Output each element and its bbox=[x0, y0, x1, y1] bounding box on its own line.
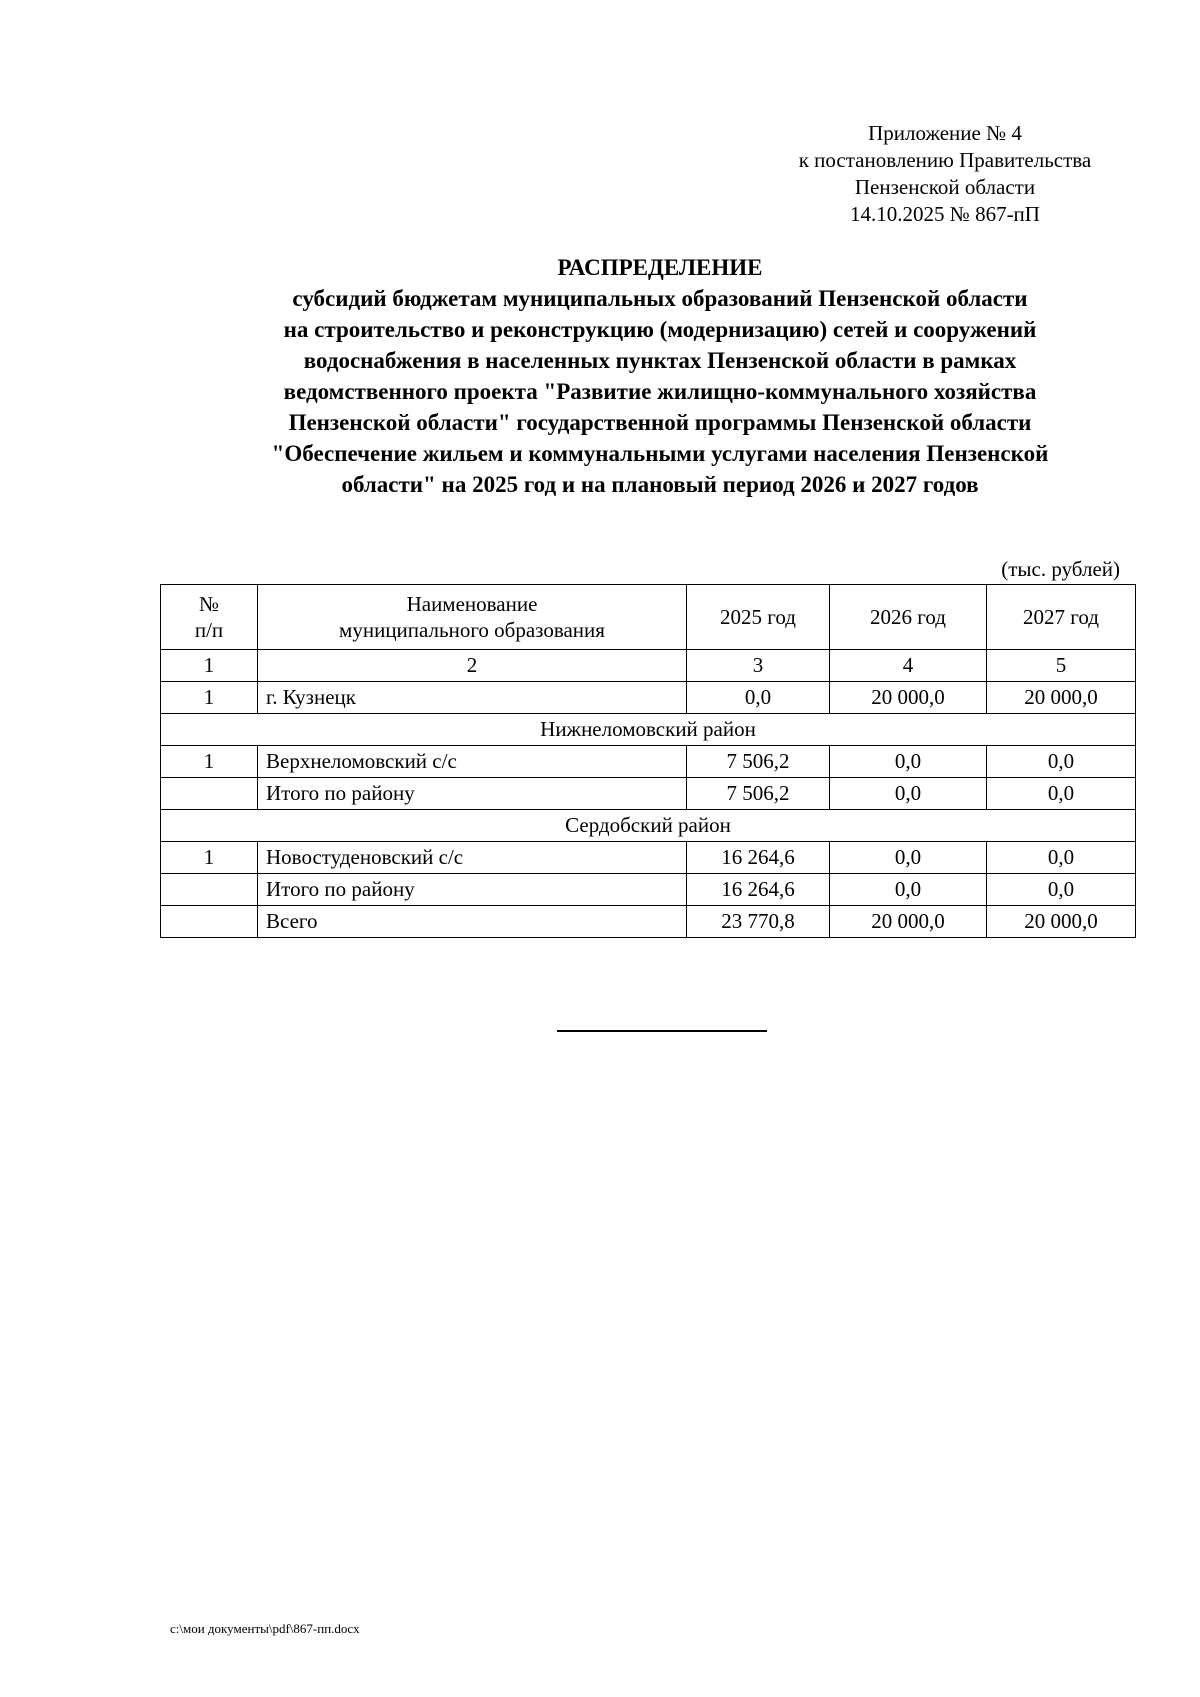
row-2025: 7 506,2 bbox=[687, 778, 830, 810]
row-name: Итого по району bbox=[258, 778, 687, 810]
header-2027: 2027 год bbox=[987, 585, 1136, 650]
row-2027: 0,0 bbox=[987, 778, 1136, 810]
row-2027: 20 000,0 bbox=[987, 906, 1136, 938]
row-2026: 20 000,0 bbox=[830, 682, 987, 714]
units-note: (тыс. рублей) bbox=[1001, 557, 1120, 581]
document-title bbox=[140, 252, 1180, 500]
row-2025: 7 506,2 bbox=[687, 746, 830, 778]
column-number-row bbox=[161, 650, 1136, 682]
appendix-region: Пензенской области bbox=[854, 175, 1036, 199]
row-2026: 0,0 bbox=[830, 778, 987, 810]
row-2026: 0,0 bbox=[830, 874, 987, 906]
row-name: г. Кузнецк bbox=[258, 682, 687, 714]
row-number: 1 bbox=[161, 746, 258, 778]
title-line: области" на 2025 год и на плановый период 2026 и 2027 годов bbox=[341, 472, 979, 497]
appendix-reference bbox=[760, 120, 1130, 228]
section-row bbox=[161, 810, 1136, 842]
file-path-footer: c:\мои документы\pdf\867-пп.docx bbox=[170, 1621, 360, 1636]
title-line: "Обеспечение жильем и коммунальными услугами населения Пензенской bbox=[271, 441, 1049, 466]
row-number bbox=[161, 906, 258, 938]
row-2027: 20 000,0 bbox=[987, 682, 1136, 714]
row-number: 1 bbox=[161, 682, 258, 714]
title-line: ведомственного проекта "Развитие жилищно-коммунального хозяйства bbox=[283, 379, 1037, 404]
subsidy-table bbox=[160, 584, 1136, 938]
column-number: 4 bbox=[830, 650, 987, 682]
row-2027: 0,0 bbox=[987, 874, 1136, 906]
row-2027: 0,0 bbox=[987, 746, 1136, 778]
section-title: Нижнеломовский район bbox=[161, 714, 1136, 746]
total-row bbox=[161, 906, 1136, 938]
title-line: субсидий бюджетам муниципальных образований Пензенской области bbox=[292, 286, 1028, 311]
section-title: Сердобский район bbox=[161, 810, 1136, 842]
header-name: Наименование муниципального образования bbox=[258, 585, 687, 650]
title-heading: РАСПРЕДЕЛЕНИЕ bbox=[557, 255, 763, 280]
column-number: 2 bbox=[258, 650, 687, 682]
end-separator-line bbox=[557, 1030, 767, 1032]
row-2025: 16 264,6 bbox=[687, 842, 830, 874]
row-2025: 0,0 bbox=[687, 682, 830, 714]
column-number: 5 bbox=[987, 650, 1136, 682]
row-2026: 0,0 bbox=[830, 842, 987, 874]
appendix-resolution: к постановлению Правительства bbox=[798, 148, 1092, 172]
title-line: на строительство и реконструкцию (модернизацию) сетей и сооружений bbox=[283, 317, 1037, 342]
column-number: 1 bbox=[161, 650, 258, 682]
row-name: Верхнеломовский с/с bbox=[258, 746, 687, 778]
row-name: Новостуденовский с/с bbox=[258, 842, 687, 874]
row-name: Всего bbox=[258, 906, 687, 938]
header-2025: 2025 год bbox=[687, 585, 830, 650]
column-number: 3 bbox=[687, 650, 830, 682]
header-2026: 2026 год bbox=[830, 585, 987, 650]
row-2026: 20 000,0 bbox=[830, 906, 987, 938]
subtotal-row bbox=[161, 778, 1136, 810]
row-name: Итого по району bbox=[258, 874, 687, 906]
subtotal-row bbox=[161, 874, 1136, 906]
title-line: водоснабжения в населенных пунктах Пензенской области в рамках bbox=[303, 348, 1017, 373]
header-number: № п/п bbox=[161, 585, 258, 650]
table-row bbox=[161, 842, 1136, 874]
title-line: Пензенской области" государственной программы Пензенской области bbox=[288, 410, 1032, 435]
row-2025: 23 770,8 bbox=[687, 906, 830, 938]
row-number bbox=[161, 874, 258, 906]
row-2027: 0,0 bbox=[987, 842, 1136, 874]
appendix-date-number: 14.10.2025 № 867-пП bbox=[850, 202, 1040, 226]
appendix-number: Приложение № 4 bbox=[868, 121, 1022, 145]
table-header-row bbox=[161, 585, 1136, 650]
table-row bbox=[161, 682, 1136, 714]
section-row bbox=[161, 714, 1136, 746]
row-number: 1 bbox=[161, 842, 258, 874]
row-2026: 0,0 bbox=[830, 746, 987, 778]
row-2025: 16 264,6 bbox=[687, 874, 830, 906]
table-row bbox=[161, 746, 1136, 778]
row-number bbox=[161, 778, 258, 810]
